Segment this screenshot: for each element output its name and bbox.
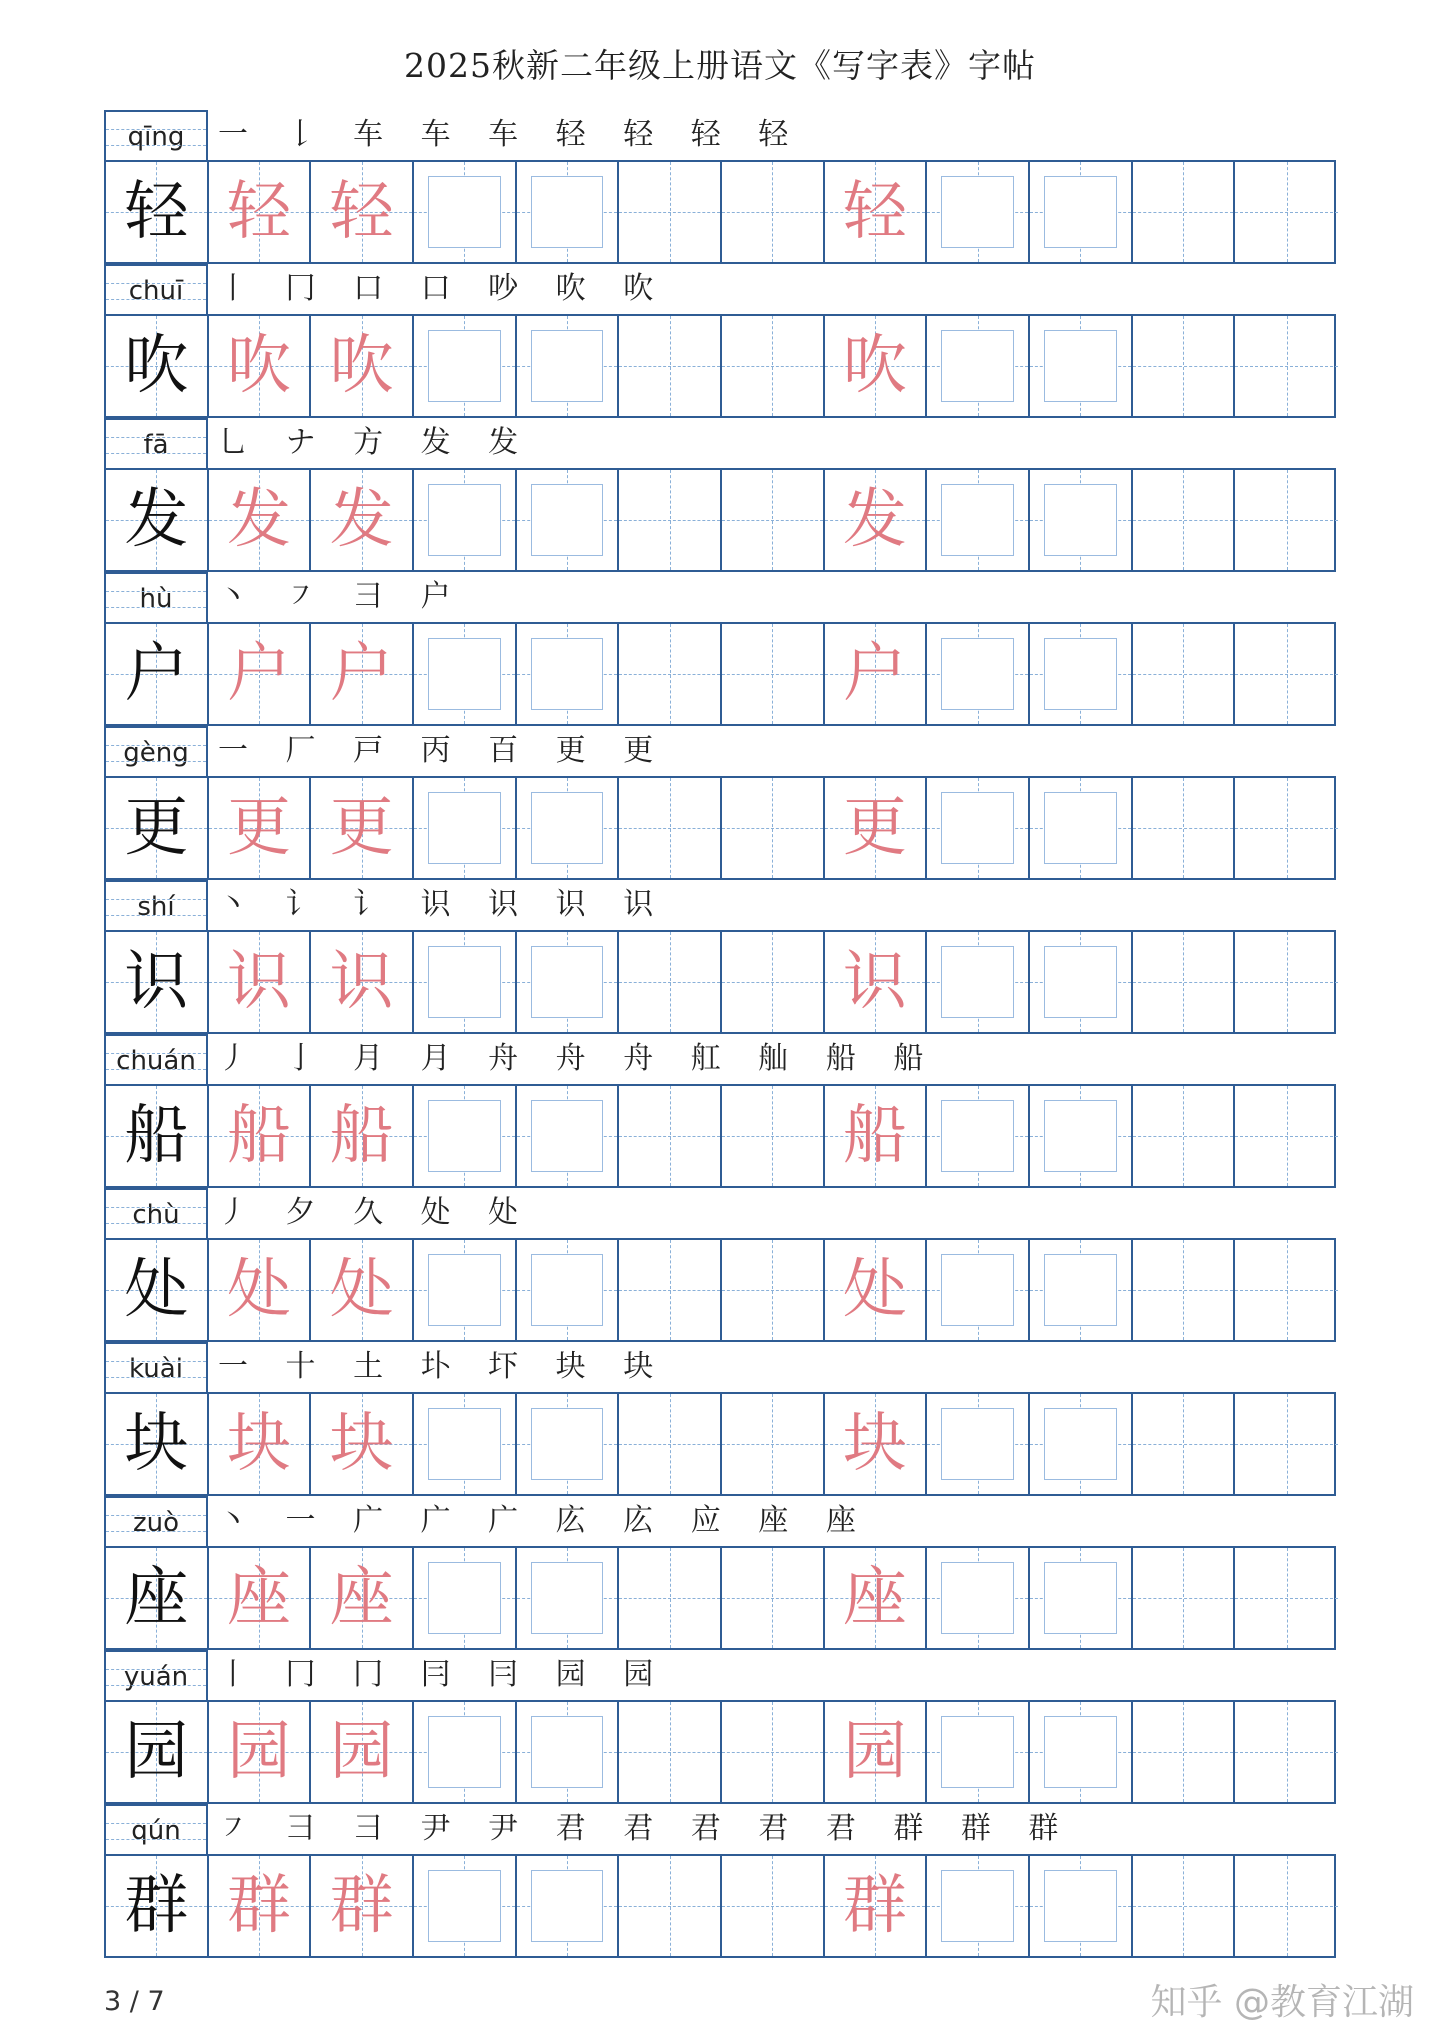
framed-cell bbox=[414, 1394, 517, 1494]
framed-cell bbox=[414, 1856, 517, 1956]
trace-character: 轻 bbox=[226, 175, 291, 249]
model-cell bbox=[106, 1702, 209, 1802]
stroke-sequence: 乚 ナ 方 发 发 bbox=[218, 425, 533, 460]
framed-cell bbox=[1030, 1240, 1133, 1340]
blank-cell bbox=[619, 1086, 722, 1186]
trace-cell bbox=[209, 1702, 312, 1802]
stroke-order-row bbox=[104, 110, 1336, 160]
model-cell bbox=[106, 316, 209, 416]
trace-cell bbox=[209, 470, 312, 570]
framed-cell bbox=[1030, 470, 1133, 570]
pinyin-box bbox=[104, 1804, 208, 1854]
page-number: 3 / 7 bbox=[104, 1986, 165, 2017]
framed-cell bbox=[927, 470, 1030, 570]
trace-cell bbox=[825, 1086, 928, 1186]
stroke-order-row bbox=[104, 1342, 1336, 1392]
blank-cell bbox=[1133, 1548, 1236, 1648]
blank-cell bbox=[1133, 778, 1236, 878]
model-cell bbox=[106, 1548, 209, 1648]
model-cell bbox=[106, 1856, 209, 1956]
framed-cell bbox=[1030, 1548, 1133, 1648]
stroke-order-row bbox=[104, 1804, 1336, 1854]
trace-cell bbox=[825, 1856, 928, 1956]
pinyin-box bbox=[104, 1496, 208, 1546]
practice-grid-row bbox=[104, 468, 1336, 572]
blank-cell bbox=[1133, 1240, 1236, 1340]
trace-cell bbox=[209, 162, 312, 262]
blank-cell bbox=[722, 316, 825, 416]
pinyin-box bbox=[104, 1034, 208, 1084]
trace-character: 船 bbox=[329, 1099, 394, 1173]
blank-cell bbox=[722, 1548, 825, 1648]
blank-cell bbox=[619, 316, 722, 416]
framed-cell bbox=[927, 932, 1030, 1032]
stroke-sequence: 丨 冂 冂 冃 冃 园 园 bbox=[218, 1657, 668, 1692]
blank-cell bbox=[619, 162, 722, 262]
pinyin-label: chuī bbox=[128, 276, 184, 306]
framed-cell bbox=[927, 1086, 1030, 1186]
stroke-order-row bbox=[104, 1496, 1336, 1546]
practice-grid-row bbox=[104, 160, 1336, 264]
trace-character: 块 bbox=[226, 1407, 291, 1481]
framed-cell bbox=[517, 778, 620, 878]
character-entry bbox=[104, 1342, 1336, 1496]
trace-cell bbox=[311, 1702, 414, 1802]
stroke-order-row bbox=[104, 572, 1336, 622]
model-character: 块 bbox=[124, 1407, 189, 1481]
blank-cell bbox=[619, 1548, 722, 1648]
trace-character: 识 bbox=[226, 945, 291, 1019]
character-entry bbox=[104, 572, 1336, 726]
blank-cell bbox=[619, 1240, 722, 1340]
framed-cell bbox=[517, 1856, 620, 1956]
model-cell bbox=[106, 1086, 209, 1186]
framed-cell bbox=[927, 624, 1030, 724]
model-cell bbox=[106, 778, 209, 878]
model-character: 轻 bbox=[124, 175, 189, 249]
stroke-sequence: 一 十 土 圤 圷 块 块 bbox=[218, 1349, 668, 1384]
blank-cell bbox=[722, 932, 825, 1032]
trace-character: 座 bbox=[842, 1561, 907, 1635]
blank-cell bbox=[619, 624, 722, 724]
trace-character: 船 bbox=[226, 1099, 291, 1173]
pinyin-box bbox=[104, 1342, 208, 1392]
framed-cell bbox=[1030, 162, 1133, 262]
trace-cell bbox=[825, 932, 928, 1032]
framed-cell bbox=[414, 316, 517, 416]
framed-cell bbox=[927, 1240, 1030, 1340]
trace-character: 户 bbox=[226, 637, 291, 711]
framed-cell bbox=[517, 932, 620, 1032]
trace-character: 处 bbox=[842, 1253, 907, 1327]
stroke-sequence: 丶 ㇇ 彐 户 bbox=[218, 579, 465, 614]
pinyin-box bbox=[104, 418, 208, 468]
trace-cell bbox=[311, 778, 414, 878]
blank-cell bbox=[1133, 470, 1236, 570]
pinyin-label: fā bbox=[143, 430, 169, 460]
trace-character: 座 bbox=[329, 1561, 394, 1635]
stroke-sequence: 丨 冂 口 口 吵 吹 吹 bbox=[218, 271, 668, 306]
blank-cell bbox=[722, 162, 825, 262]
model-character: 吹 bbox=[124, 329, 189, 403]
stroke-order-row bbox=[104, 1034, 1336, 1084]
pinyin-label: shí bbox=[137, 892, 175, 922]
character-entry bbox=[104, 110, 1336, 264]
trace-cell bbox=[311, 1240, 414, 1340]
framed-cell bbox=[1030, 624, 1133, 724]
framed-cell bbox=[1030, 778, 1133, 878]
practice-grid-row bbox=[104, 776, 1336, 880]
stroke-order-row bbox=[104, 1188, 1336, 1238]
blank-cell bbox=[1235, 1548, 1338, 1648]
framed-cell bbox=[927, 162, 1030, 262]
trace-cell bbox=[825, 1548, 928, 1648]
trace-cell bbox=[311, 624, 414, 724]
character-entry bbox=[104, 1804, 1336, 1958]
pinyin-label: chù bbox=[132, 1200, 180, 1230]
framed-cell bbox=[1030, 932, 1133, 1032]
blank-cell bbox=[722, 778, 825, 878]
framed-cell bbox=[927, 1702, 1030, 1802]
trace-cell bbox=[209, 1240, 312, 1340]
framed-cell bbox=[517, 624, 620, 724]
trace-character: 园 bbox=[842, 1715, 907, 1789]
character-entry bbox=[104, 1188, 1336, 1342]
blank-cell bbox=[1235, 624, 1338, 724]
trace-character: 识 bbox=[329, 945, 394, 1019]
framed-cell bbox=[1030, 1086, 1133, 1186]
blank-cell bbox=[619, 1394, 722, 1494]
framed-cell bbox=[1030, 316, 1133, 416]
trace-character: 吹 bbox=[842, 329, 907, 403]
trace-cell bbox=[209, 1086, 312, 1186]
pinyin-box bbox=[104, 1188, 208, 1238]
blank-cell bbox=[722, 1240, 825, 1340]
blank-cell bbox=[1235, 1240, 1338, 1340]
trace-cell bbox=[825, 316, 928, 416]
blank-cell bbox=[1235, 470, 1338, 570]
blank-cell bbox=[722, 624, 825, 724]
framed-cell bbox=[1030, 1856, 1133, 1956]
blank-cell bbox=[1235, 1856, 1338, 1956]
trace-cell bbox=[209, 932, 312, 1032]
blank-cell bbox=[1235, 1394, 1338, 1494]
blank-cell bbox=[619, 470, 722, 570]
practice-grid-row bbox=[104, 1700, 1336, 1804]
stroke-sequence: 丶 一 广 广 广 庅 庅 应 座 座 bbox=[218, 1503, 870, 1538]
page-title: 2025秋新二年级上册语文《写字表》字帖 bbox=[404, 46, 1036, 85]
model-cell bbox=[106, 624, 209, 724]
trace-cell bbox=[311, 1394, 414, 1494]
stroke-order-row bbox=[104, 880, 1336, 930]
practice-grid-row bbox=[104, 622, 1336, 726]
trace-cell bbox=[311, 162, 414, 262]
trace-cell bbox=[209, 1856, 312, 1956]
practice-grid-row bbox=[104, 1546, 1336, 1650]
model-character: 发 bbox=[124, 483, 189, 557]
stroke-order-row bbox=[104, 418, 1336, 468]
framed-cell bbox=[414, 1086, 517, 1186]
trace-character: 处 bbox=[226, 1253, 291, 1327]
trace-cell bbox=[825, 470, 928, 570]
stroke-order-row bbox=[104, 264, 1336, 314]
blank-cell bbox=[1235, 162, 1338, 262]
trace-character: 发 bbox=[842, 483, 907, 557]
trace-character: 户 bbox=[329, 637, 394, 711]
blank-cell bbox=[1133, 1086, 1236, 1186]
trace-cell bbox=[311, 932, 414, 1032]
trace-character: 户 bbox=[842, 637, 907, 711]
trace-cell bbox=[311, 316, 414, 416]
pinyin-label: gèng bbox=[123, 738, 189, 768]
framed-cell bbox=[414, 470, 517, 570]
model-character: 处 bbox=[124, 1253, 189, 1327]
trace-character: 更 bbox=[329, 791, 394, 865]
trace-cell bbox=[825, 1702, 928, 1802]
character-entry bbox=[104, 880, 1336, 1034]
practice-grid-row bbox=[104, 1854, 1336, 1958]
practice-grid-row bbox=[104, 1238, 1336, 1342]
pinyin-box bbox=[104, 1650, 208, 1700]
character-entry bbox=[104, 1496, 1336, 1650]
pinyin-box bbox=[104, 110, 208, 160]
character-entry bbox=[104, 726, 1336, 880]
trace-character: 园 bbox=[329, 1715, 394, 1789]
model-character: 船 bbox=[124, 1099, 189, 1173]
watermark: 知乎 @教育江湖 bbox=[1150, 1982, 1414, 2023]
framed-cell bbox=[517, 1240, 620, 1340]
character-entry bbox=[104, 1650, 1336, 1804]
blank-cell bbox=[1133, 624, 1236, 724]
model-cell bbox=[106, 162, 209, 262]
trace-character: 轻 bbox=[842, 175, 907, 249]
blank-cell bbox=[1133, 316, 1236, 416]
model-cell bbox=[106, 1394, 209, 1494]
blank-cell bbox=[1133, 1394, 1236, 1494]
trace-character: 座 bbox=[226, 1561, 291, 1635]
trace-character: 船 bbox=[842, 1099, 907, 1173]
framed-cell bbox=[927, 1548, 1030, 1648]
trace-cell bbox=[311, 1856, 414, 1956]
blank-cell bbox=[1235, 316, 1338, 416]
blank-cell bbox=[722, 1702, 825, 1802]
blank-cell bbox=[1133, 1856, 1236, 1956]
framed-cell bbox=[517, 1394, 620, 1494]
stroke-sequence: 丿 亅 月 月 舟 舟 舟 舡 舢 船 船 bbox=[218, 1041, 938, 1076]
blank-cell bbox=[619, 1702, 722, 1802]
character-entry bbox=[104, 264, 1336, 418]
pinyin-box bbox=[104, 880, 208, 930]
stroke-sequence: 一 厂 戸 丙 百 更 更 bbox=[218, 733, 668, 768]
blank-cell bbox=[1235, 1086, 1338, 1186]
blank-cell bbox=[619, 1856, 722, 1956]
trace-cell bbox=[209, 778, 312, 878]
character-entry bbox=[104, 1034, 1336, 1188]
model-character: 群 bbox=[124, 1869, 189, 1943]
blank-cell bbox=[1235, 1702, 1338, 1802]
copybook-sheet bbox=[104, 110, 1336, 1958]
trace-character: 吹 bbox=[226, 329, 291, 403]
trace-character: 轻 bbox=[329, 175, 394, 249]
framed-cell bbox=[927, 778, 1030, 878]
framed-cell bbox=[414, 624, 517, 724]
blank-cell bbox=[1133, 162, 1236, 262]
pinyin-label: qīng bbox=[127, 122, 185, 152]
framed-cell bbox=[927, 1394, 1030, 1494]
blank-cell bbox=[722, 470, 825, 570]
framed-cell bbox=[517, 1702, 620, 1802]
framed-cell bbox=[517, 316, 620, 416]
character-entry bbox=[104, 418, 1336, 572]
trace-character: 群 bbox=[842, 1869, 907, 1943]
model-character: 更 bbox=[124, 791, 189, 865]
framed-cell bbox=[927, 1856, 1030, 1956]
pinyin-label: zuò bbox=[132, 1508, 180, 1538]
trace-character: 吹 bbox=[329, 329, 394, 403]
pinyin-label: chuán bbox=[116, 1046, 196, 1076]
model-character: 识 bbox=[124, 945, 189, 1019]
trace-cell bbox=[209, 1394, 312, 1494]
practice-grid-row bbox=[104, 314, 1336, 418]
stroke-sequence: 一 𠄌 车 车 车 轻 轻 轻 轻 bbox=[218, 117, 803, 152]
trace-character: 识 bbox=[842, 945, 907, 1019]
framed-cell bbox=[414, 778, 517, 878]
trace-cell bbox=[209, 624, 312, 724]
trace-character: 块 bbox=[329, 1407, 394, 1481]
trace-character: 块 bbox=[842, 1407, 907, 1481]
blank-cell bbox=[722, 1394, 825, 1494]
model-character: 座 bbox=[124, 1561, 189, 1635]
trace-cell bbox=[825, 162, 928, 262]
framed-cell bbox=[517, 470, 620, 570]
pinyin-label: kuài bbox=[129, 1354, 183, 1384]
stroke-sequence: 丶 讠 讠 识 识 识 识 bbox=[218, 887, 668, 922]
stroke-order-row bbox=[104, 1650, 1336, 1700]
stroke-sequence: ㇇ 彐 彐 尹 尹 君 君 君 君 君 群 群 群 bbox=[218, 1811, 1073, 1846]
trace-cell bbox=[825, 1240, 928, 1340]
trace-character: 处 bbox=[329, 1253, 394, 1327]
trace-cell bbox=[825, 624, 928, 724]
practice-grid-row bbox=[104, 930, 1336, 1034]
framed-cell bbox=[414, 162, 517, 262]
blank-cell bbox=[619, 778, 722, 878]
trace-cell bbox=[825, 778, 928, 878]
trace-cell bbox=[311, 1548, 414, 1648]
trace-character: 更 bbox=[842, 791, 907, 865]
trace-cell bbox=[825, 1394, 928, 1494]
model-cell bbox=[106, 932, 209, 1032]
blank-cell bbox=[722, 1856, 825, 1956]
pinyin-label: hù bbox=[139, 584, 173, 614]
pinyin-box bbox=[104, 726, 208, 776]
pinyin-label: yuán bbox=[123, 1662, 189, 1692]
model-character: 园 bbox=[124, 1715, 189, 1789]
blank-cell bbox=[722, 1086, 825, 1186]
framed-cell bbox=[517, 1086, 620, 1186]
framed-cell bbox=[1030, 1394, 1133, 1494]
stroke-sequence: 丿 夕 久 处 处 bbox=[218, 1195, 533, 1230]
framed-cell bbox=[927, 316, 1030, 416]
model-cell bbox=[106, 470, 209, 570]
blank-cell bbox=[1235, 778, 1338, 878]
framed-cell bbox=[414, 1240, 517, 1340]
stroke-order-row bbox=[104, 726, 1336, 776]
blank-cell bbox=[1133, 1702, 1236, 1802]
trace-cell bbox=[209, 1548, 312, 1648]
blank-cell bbox=[619, 932, 722, 1032]
framed-cell bbox=[414, 1548, 517, 1648]
framed-cell bbox=[517, 1548, 620, 1648]
framed-cell bbox=[414, 932, 517, 1032]
trace-character: 更 bbox=[226, 791, 291, 865]
blank-cell bbox=[1235, 932, 1338, 1032]
trace-cell bbox=[311, 1086, 414, 1186]
framed-cell bbox=[414, 1702, 517, 1802]
pinyin-box bbox=[104, 264, 208, 314]
practice-grid-row bbox=[104, 1392, 1336, 1496]
practice-grid-row bbox=[104, 1084, 1336, 1188]
framed-cell bbox=[1030, 1702, 1133, 1802]
trace-cell bbox=[209, 316, 312, 416]
trace-character: 群 bbox=[329, 1869, 394, 1943]
pinyin-box bbox=[104, 572, 208, 622]
trace-character: 发 bbox=[226, 483, 291, 557]
model-character: 户 bbox=[124, 637, 189, 711]
trace-character: 群 bbox=[226, 1869, 291, 1943]
trace-character: 发 bbox=[329, 483, 394, 557]
model-cell bbox=[106, 1240, 209, 1340]
blank-cell bbox=[1133, 932, 1236, 1032]
framed-cell bbox=[517, 162, 620, 262]
trace-character: 园 bbox=[226, 1715, 291, 1789]
trace-cell bbox=[311, 470, 414, 570]
pinyin-label: qún bbox=[131, 1816, 181, 1846]
